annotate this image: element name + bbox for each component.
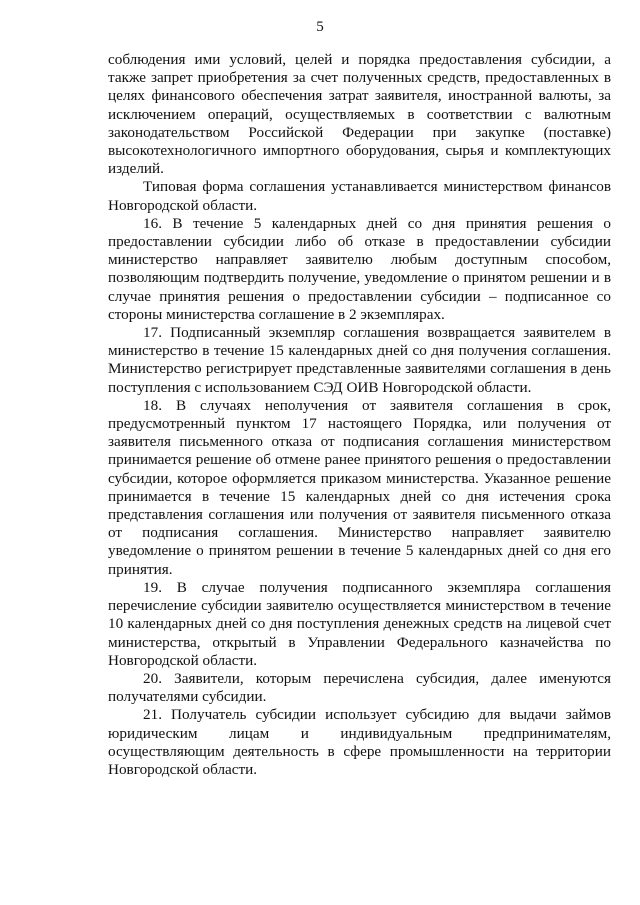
document-body (108, 51, 611, 779)
paragraph-item-21: 21. Получатель субсидии использует субсидию для выдачи займов юридическим лицам и индивидуальным предпринимателям, осуществляющим деятельность в сфере промышленности на территории Новгородской области. (108, 706, 611, 778)
paragraph-typical-form: Типовая форма соглашения устанавливается министерством финансов Новгородской области. (108, 178, 611, 214)
page-number: 5 (316, 19, 324, 35)
paragraph-continuation: соблюдения ими условий, целей и порядка предоставления субсидии, а также запрет приобретения за счет полученных средств, предоставленных в целях финансового обеспечения затрат заявителя, иностранной валюты, за исключением операций, осуществляемых в соответствии с валютным законодательством Российской Федерации при закупке (поставке) высокотехнологичного импортного оборудования, сырья и комплектующих изделий. (108, 51, 611, 178)
paragraph-item-16: 16. В течение 5 календарных дней со дня принятия решения о предоставлении субсидии либо об отказе в предоставлении субсидии министерство направляет заявителю любым доступным способом, позволяющим подтвердить получение, уведомление о принятом решении и в случае принятия решения о предоставлении субсидии – подписанное со стороны министерства соглашение в 2 экземплярах. (108, 214, 611, 323)
paragraph-item-18: 18. В случаях неполучения от заявителя соглашения в срок, предусмотренный пунктом 17 настоящего Порядка, или получения от заявителя письменного отказа от подписания соглашения министерством принимается решение об отмене ранее принятого решения о предоставлении субсидии, которое оформляется приказом министерства. Указанное решение принимается в течение 15 календарных дней со дня истечения срока представления соглашения или получения от заявителя письменного отказа от подписания соглашения. Министерство направляет заявителю уведомление о принятом решении в течение 5 календарных дней со дня его принятия. (108, 396, 611, 578)
paragraph-item-20: 20. Заявители, которым перечислена субсидия, далее именуются получателями субсидии. (108, 669, 611, 706)
paragraph-item-17: 17. Подписанный экземпляр соглашения возвращается заявителем в министерство в течение 15 календарных дней со дня получения соглашения. Министерство регистрирует представленные заявителями соглашения в день поступления с использованием СЭД ОИВ Новгородской области. (108, 324, 611, 396)
paragraph-item-19: 19. В случае получения подписанного экземпляра соглашения перечисление субсидии заявителю осуществляется министерством в течение 10 календарных дней со дня поступления денежных средств на лицевой счет министерства, открытый в Управлении Федерального казначейства по Новгородской области. (108, 578, 611, 669)
